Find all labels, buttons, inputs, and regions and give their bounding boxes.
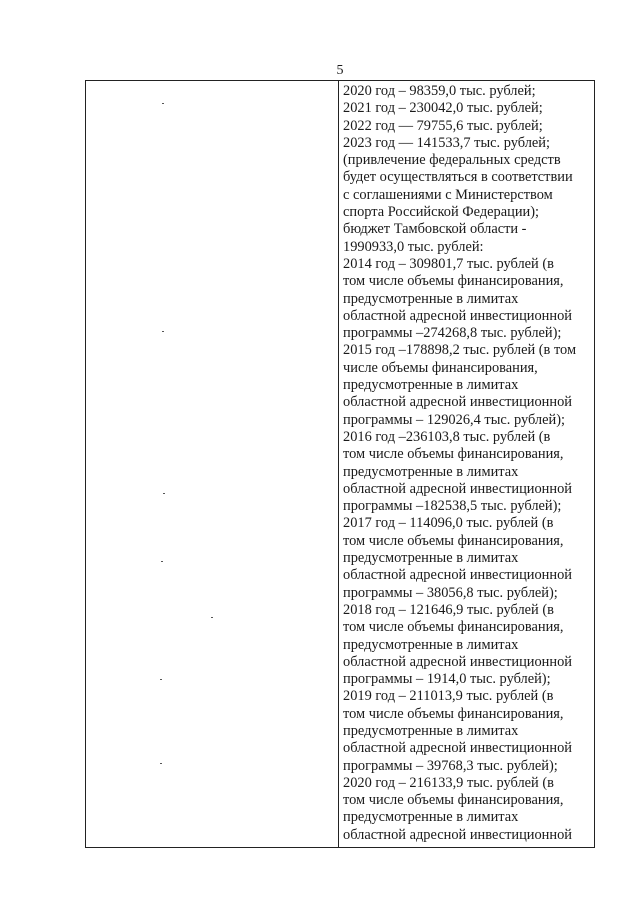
text-line: программы – 39768,3 тыс. рублей); [343, 757, 558, 774]
text-line: областной адресной инвестиционной [343, 826, 572, 843]
text-line: предусмотренные в лимитах [343, 290, 519, 307]
text-line: том числе объемы финансирования, [343, 446, 564, 463]
text-line: 1990933,0 тыс. рублей: [343, 238, 484, 255]
text-line: 2016 год –236103,8 тыс. рублей (в [343, 428, 551, 445]
scan-speck [211, 617, 213, 618]
text-line: областной адресной инвестиционной [343, 480, 572, 497]
text-line: 2017 год – 114096,0 тыс. рублей (в [343, 515, 554, 532]
table-left-column [86, 81, 339, 847]
text-line: 2020 год – 216133,9 тыс. рублей (в [343, 774, 554, 791]
text-line: предусмотренные в лимитах [343, 809, 519, 826]
text-line: областной адресной инвестиционной [343, 567, 572, 584]
text-line: том числе объемы финансирования, [343, 532, 564, 549]
text-line: 2018 год – 121646,9 тыс. рублей (в [343, 601, 554, 618]
text-line: (привлечение федеральных средств [343, 152, 561, 169]
text-line: областной адресной инвестиционной [343, 307, 572, 324]
text-line: том числе объемы финансирования, [343, 619, 564, 636]
scan-speck [162, 331, 164, 332]
text-line: областной адресной инвестиционной [343, 653, 572, 670]
scan-speck [163, 493, 165, 494]
text-line: спорта Российской Федерации); [343, 204, 540, 221]
text-line: предусмотренные в лимитах [343, 463, 519, 480]
text-line: предусмотренные в лимитах [343, 550, 519, 567]
text-line: том числе объемы финансирования, [343, 705, 564, 722]
scan-speck [160, 763, 162, 764]
text-line: 2015 год –178898,2 тыс. рублей (в том [343, 342, 577, 359]
table-right-column [339, 81, 594, 847]
funding-table [85, 80, 595, 848]
text-line: числе объемы финансирования, [343, 359, 538, 376]
text-line: предусмотренные в лимитах [343, 722, 519, 739]
text-line: будет осуществляться в соответствии [343, 169, 573, 186]
text-line: программы –182538,5 тыс. рублей); [343, 498, 562, 515]
text-line: 2022 год — 79755,6 тыс. рублей; [343, 117, 543, 134]
text-line: 2014 год – 309801,7 тыс. рублей (в [343, 255, 554, 272]
text-line: предусмотренные в лимитах [343, 636, 519, 653]
scan-speck [160, 679, 162, 680]
text-line: бюджет Тамбовской области - [343, 221, 527, 238]
text-line: том числе объемы финансирования, [343, 273, 564, 290]
text-line: 2020 год – 98359,0 тыс. рублей; [343, 83, 536, 99]
text-line: программы – 129026,4 тыс. рублей); [343, 411, 565, 428]
text-line: программы – 1914,0 тыс. рублей); [343, 671, 551, 688]
scan-speck [161, 561, 163, 562]
page-number: 5 [336, 63, 344, 78]
text-line: 2023 год — 141533,7 тыс. рублей; [343, 134, 550, 151]
text-line: областной адресной инвестиционной [343, 740, 572, 757]
text-line: с соглашениями с Министерством [343, 186, 553, 203]
text-line: том числе объемы финансирования, [343, 792, 564, 809]
text-line: областной адресной инвестиционной [343, 394, 572, 411]
scan-speck [162, 103, 164, 104]
text-line: предусмотренные в лимитах [343, 377, 519, 394]
text-line: программы – 38056,8 тыс. рублей); [343, 584, 558, 601]
text-line: 2019 год – 211013,9 тыс. рублей (в [343, 688, 554, 705]
text-line: 2021 год – 230042,0 тыс. рублей; [343, 100, 543, 117]
text-line: программы –274268,8 тыс. рублей); [343, 325, 562, 342]
